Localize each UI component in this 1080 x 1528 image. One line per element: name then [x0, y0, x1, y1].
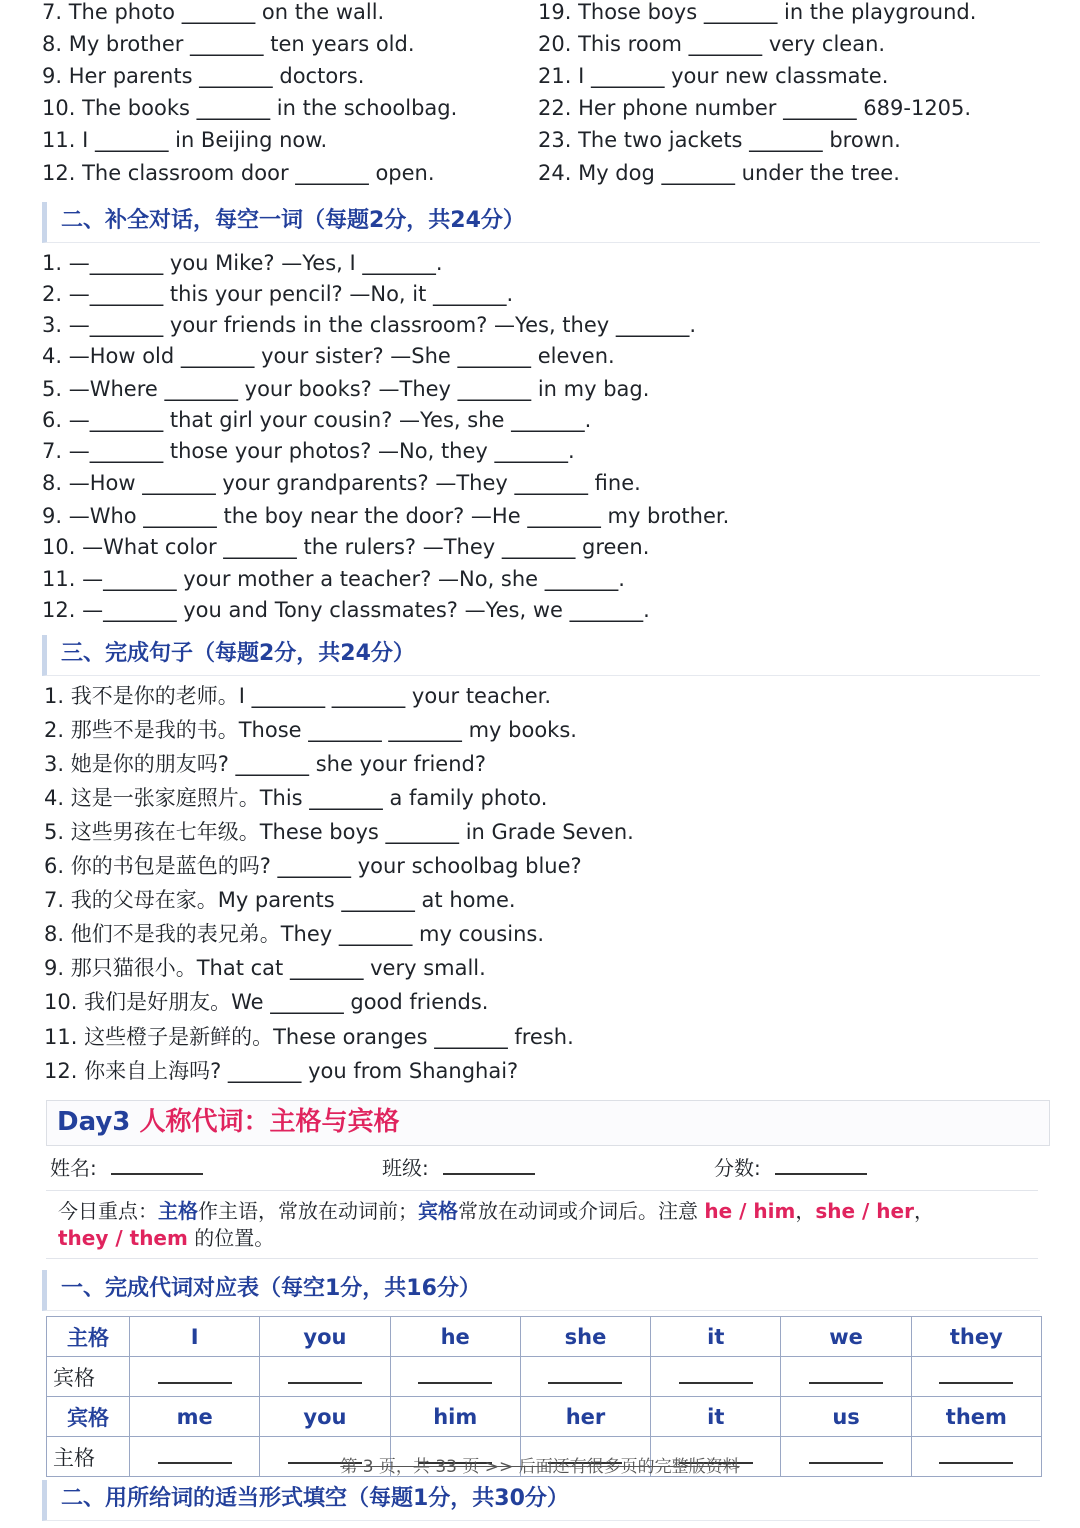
list-item: 1. —_______ you Mike? —Yes, I _______.	[42, 251, 443, 275]
name-label: 姓名:	[50, 1156, 97, 1180]
table-cell: them	[911, 1397, 1041, 1437]
class-field	[382, 1154, 535, 1182]
table-cell: you	[260, 1317, 390, 1357]
table-cell: we	[781, 1317, 911, 1357]
table-cell: I	[130, 1317, 260, 1357]
day-label: Day3	[57, 1107, 131, 1137]
table-cell: him	[390, 1397, 520, 1437]
section-heading-fill-forms: 二、用所给词的适当形式填空（每题1分，共30分）	[42, 1480, 1040, 1521]
list-item: 2. —_______ this your pencil? —No, it _______.	[42, 282, 514, 306]
answer-cell[interactable]	[260, 1357, 390, 1397]
row-label: 宾格	[47, 1357, 130, 1397]
table-row	[47, 1397, 1042, 1437]
list-item: 7. The photo _______ on the wall.	[42, 0, 385, 24]
table-row	[47, 1357, 1042, 1397]
row-label: 主格	[47, 1317, 130, 1357]
answer-cell[interactable]	[130, 1357, 260, 1397]
list-item: 2. 那些不是我的书。Those _______ _______ my books.	[44, 718, 577, 742]
focus-text: 作主语，常放在动词前；	[198, 1199, 418, 1223]
list-item: 23. The two jackets _______ brown.	[538, 128, 901, 152]
score-blank[interactable]	[775, 1157, 867, 1175]
list-item: 11. —_______ your mother a teacher? —No, she _______.	[42, 567, 625, 591]
answer-cell[interactable]	[520, 1357, 650, 1397]
list-item: 7. 我的父母在家。My parents _______ at home.	[44, 888, 516, 912]
list-item: 22. Her phone number _______ 689-1205.	[538, 96, 972, 120]
answer-blank[interactable]	[548, 1366, 622, 1384]
list-item: 6. —_______ that girl your cousin? —Yes, she _______.	[42, 408, 592, 432]
list-item: 4. —How old _______ your sister? —She _______ eleven.	[42, 344, 615, 368]
list-item: 10. 我们是好朋友。We _______ good friends.	[44, 990, 489, 1014]
section-heading-dialogue: 二、补全对话，每空一词（每题2分，共24分）	[42, 202, 1040, 243]
list-item: 9. Her parents _______ doctors.	[42, 64, 365, 88]
answer-cell[interactable]	[911, 1357, 1041, 1397]
divider	[46, 1190, 1038, 1191]
list-item: 9. 那只猫很小。That cat _______ very small.	[44, 956, 486, 980]
list-item: 20. This room _______ very clean.	[538, 32, 886, 56]
list-item: 8. 他们不是我的表兄弟。They _______ my cousins.	[44, 922, 545, 946]
list-item: 4. 这是一张家庭照片。This _______ a family photo.	[44, 786, 548, 810]
focus-text: 常放在动词或介词后。注意	[458, 1199, 705, 1223]
list-item: 19. Those boys _______ in the playground.	[538, 0, 977, 24]
list-item: 10. —What color _______ the rulers? —They _______ green.	[42, 535, 650, 559]
list-item: 9. —Who _______ the boy near the door? —He _______ my brother.	[42, 504, 730, 528]
key-points	[58, 1198, 1018, 1252]
list-item: 7. —_______ those your photos? —No, they _______.	[42, 439, 575, 463]
day-title-box	[46, 1100, 1050, 1146]
list-item: 12. 你来自上海吗? _______ you from Shanghai?	[44, 1059, 519, 1083]
list-item: 10. The books _______ in the schoolbag.	[42, 96, 458, 120]
class-blank[interactable]	[443, 1157, 535, 1175]
list-item: 24. My dog _______ under the tree.	[538, 161, 900, 185]
table-row	[47, 1317, 1042, 1357]
focus-text: 今日重点：	[58, 1199, 158, 1223]
focus-highlight: they / them	[58, 1226, 188, 1250]
focus-text: ，	[795, 1199, 816, 1223]
row-label: 宾格	[47, 1397, 130, 1437]
list-item: 21. I _______ your new classmate.	[538, 64, 889, 88]
answer-blank[interactable]	[939, 1366, 1013, 1384]
focus-keyword: 主格	[158, 1199, 198, 1223]
section-heading-pronoun-table: 一、完成代词对应表（每空1分，共16分）	[42, 1270, 1040, 1311]
list-item: 5. 这些男孩在七年级。These boys _______ in Grade Seven.	[44, 820, 634, 844]
answer-cell[interactable]	[781, 1357, 911, 1397]
table-cell: you	[260, 1397, 390, 1437]
list-item: 11. 这些橙子是新鲜的。These oranges _______ fresh.	[44, 1025, 574, 1049]
score-field	[714, 1154, 867, 1182]
list-item: 3. 她是你的朋友吗? _______ she your friend?	[44, 752, 487, 776]
focus-text: 的位置。	[187, 1226, 275, 1250]
table-cell: her	[520, 1397, 650, 1437]
answer-blank[interactable]	[679, 1366, 753, 1384]
answer-cell[interactable]	[651, 1357, 781, 1397]
table-cell: us	[781, 1397, 911, 1437]
focus-highlight: she / her	[815, 1199, 914, 1223]
list-item: 11. I _______ in Beijing now.	[42, 128, 328, 152]
focus-text: ，	[913, 1199, 934, 1223]
list-item: 1. 我不是你的老师。I _______ _______ your teacher.	[44, 684, 552, 708]
section-heading-complete-sentences: 三、完成句子（每题2分，共24分）	[42, 635, 1040, 676]
list-item: 8. My brother _______ ten years old.	[42, 32, 415, 56]
table-cell: he	[390, 1317, 520, 1357]
table-cell: it	[651, 1397, 781, 1437]
focus-highlight: he / him	[704, 1199, 796, 1223]
list-item: 3. —_______ your friends in the classroom? —Yes, they _______.	[42, 313, 697, 337]
table-cell: she	[520, 1317, 650, 1357]
day-title: 人称代词：主格与宾格	[139, 1107, 400, 1137]
focus-keyword: 宾格	[418, 1199, 458, 1223]
table-cell: they	[911, 1317, 1041, 1357]
row-label: 主格	[47, 1437, 130, 1477]
name-blank[interactable]	[111, 1157, 203, 1175]
answer-blank[interactable]	[809, 1366, 883, 1384]
answer-blank[interactable]	[288, 1366, 362, 1384]
list-item: 12. The classroom door _______ open.	[42, 161, 435, 185]
divider	[46, 1258, 1038, 1259]
list-item: 8. —How _______ your grandparents? —They _______ fine.	[42, 471, 641, 495]
answer-blank[interactable]	[418, 1366, 492, 1384]
page-footer: 第 3 页，共 33 页 >> 后面还有很多页的完整版资料	[340, 1457, 740, 1477]
list-item: 5. —Where _______ your books? —They _______ in my bag.	[42, 377, 650, 401]
score-label: 分数:	[714, 1156, 761, 1180]
class-label: 班级:	[382, 1156, 429, 1180]
name-field	[50, 1154, 203, 1182]
answer-cell[interactable]	[390, 1357, 520, 1397]
table-cell: me	[130, 1397, 260, 1437]
list-item: 12. —_______ you and Tony classmates? —Yes, we _______.	[42, 598, 650, 622]
list-item: 6. 你的书包是蓝色的吗? _______ your schoolbag blue?	[44, 854, 582, 878]
table-cell: it	[651, 1317, 781, 1357]
answer-blank[interactable]	[158, 1366, 232, 1384]
